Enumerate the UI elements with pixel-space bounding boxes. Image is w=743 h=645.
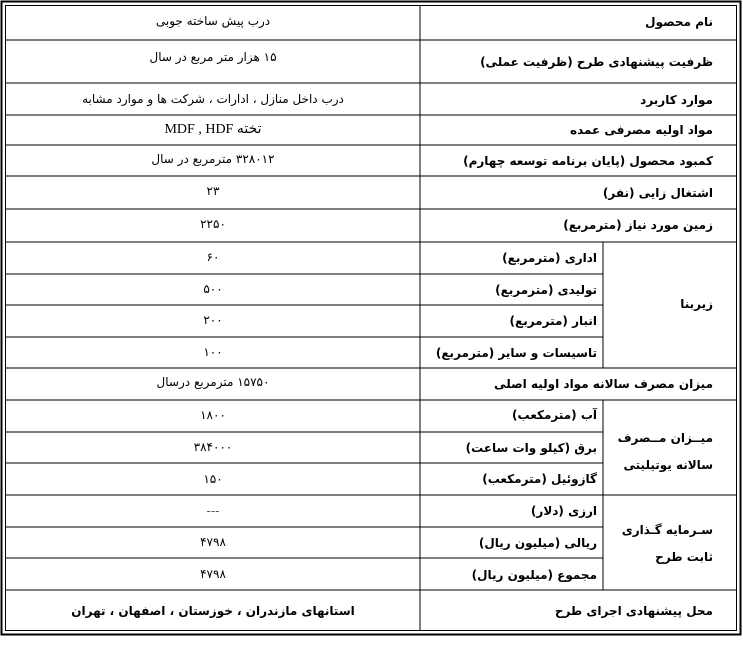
- value-product-name: درب پیش ساخته جوبی: [155, 14, 271, 28]
- label-employment: اشتغال زایی (نفر): [602, 186, 713, 200]
- value-usage: درب داخل منازل ، ادارات ، شرکت ها و موارد مشابه: [82, 92, 344, 106]
- group-investment-label-1: سـرمایه گـذاری: [621, 523, 713, 537]
- utility-item-value: ۱۵۰: [203, 472, 223, 486]
- investment-item-value: ۴۷۹۸: [200, 535, 226, 549]
- group-building-label: زیربنا: [680, 297, 713, 311]
- utility-item-value: ۳۸۴۰۰۰: [193, 440, 233, 454]
- label-land: زمین مورد نیاز (مترمربع): [563, 218, 713, 232]
- building-item-value: ۲۰۰: [203, 313, 223, 327]
- label-shortage: کمبود محصول (پایان برنامه توسعه چهارم): [463, 154, 713, 168]
- building-item-label: اداری (مترمربع): [502, 251, 597, 265]
- label-capacity: ظرفیت پیشنهادی طرح (ظرفیت عملی): [480, 55, 713, 69]
- label-usage: موارد کاربرد: [640, 93, 713, 107]
- group-utilities-label-1: میــزان مــصرف: [617, 431, 713, 445]
- building-item-value: ۶۰: [206, 250, 220, 264]
- building-item-label: تاسیسات و سایر (مترمربع): [435, 346, 597, 360]
- group-utilities-label-2: سالانه یوتیلیتی: [623, 458, 713, 472]
- investment-item-value: ۴۷۹۸: [200, 567, 226, 581]
- label-raw-consumption: میزان مصرف سالانه مواد اولیه اصلی: [494, 377, 713, 391]
- investment-item-label: ریالی (میلیون ریال): [478, 536, 597, 550]
- building-item-label: تولیدی (مترمربع): [495, 283, 597, 297]
- value-raw-consumption: ۱۵۷۵۰ مترمربع درسال: [156, 375, 270, 389]
- label-location: محل پیشنهادی اجرای طرح: [554, 604, 713, 618]
- value-raw-materials: تخته MDF , HDF: [164, 122, 262, 137]
- building-item-value: ۵۰۰: [203, 282, 223, 296]
- utility-item-label: آب (مترمکعب): [512, 408, 597, 422]
- building-item-label: انبار (مترمربع): [509, 314, 597, 328]
- label-raw-materials: مواد اولیه مصرفی عمده: [570, 123, 713, 137]
- investment-item-value: ---: [206, 504, 220, 518]
- value-shortage: ۳۲۸۰۱۲ مترمربع در سال: [151, 152, 275, 166]
- utility-item-label: گازوئیل (مترمکعب): [482, 472, 597, 486]
- value-employment: ۲۳: [206, 184, 220, 198]
- investment-item-label: مجموع (میلیون ریال): [471, 568, 597, 582]
- utility-item-value: ۱۸۰۰: [200, 408, 226, 422]
- label-product-name: نام محصول: [645, 15, 713, 29]
- utility-item-label: برق (کیلو وات ساعت): [465, 441, 597, 455]
- group-investment-label-2: ثابت طرح: [655, 550, 713, 564]
- value-location: استانهای مازندران ، خوزستان ، اصفهان ، تهران: [71, 604, 355, 618]
- investment-item-label: ارزی (دلار): [530, 504, 597, 518]
- building-item-value: ۱۰۰: [203, 345, 223, 359]
- value-land: ۲۲۵۰: [200, 217, 226, 231]
- value-capacity: ۱۵ هزار متر مربع در سال: [149, 50, 277, 64]
